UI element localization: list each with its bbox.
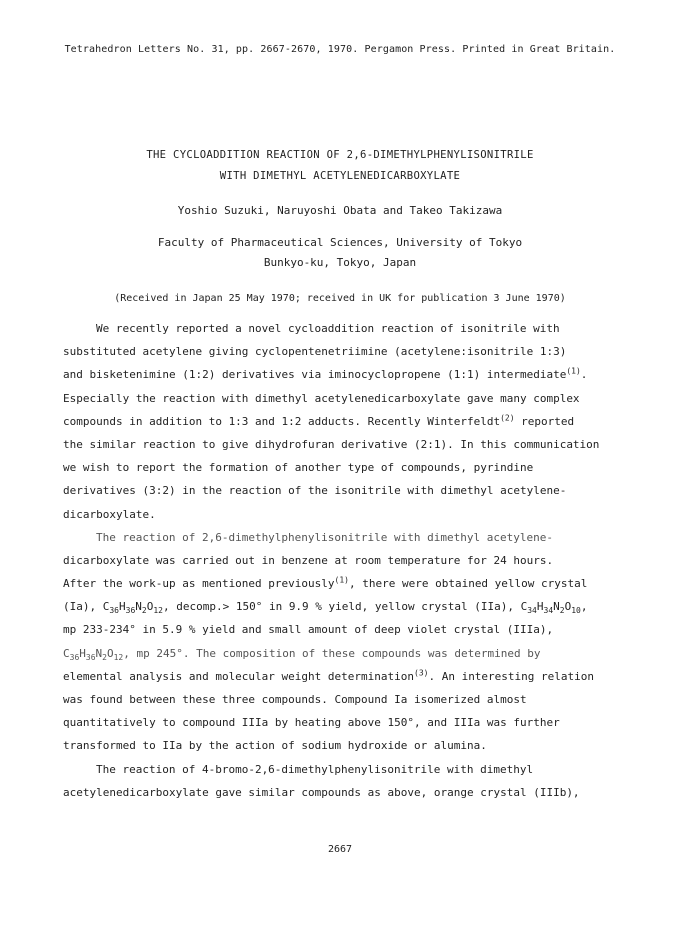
title-line-1: THE CYCLOADDITION REACTION OF 2,6-DIMETHYLPHENYLISONITRILE [146,149,534,161]
p1-line-8: derivatives (3:2) in the reaction of the isonitrile with dimethyl acetylene- [63,484,567,498]
p1-line-2: substituted acetylene giving cyclopentenetriimine (acetylene:isonitrile 1:3) [63,345,567,359]
reference-1-repeat: (1) [334,575,349,585]
reference-3: (3) [414,668,429,678]
page-number: 2667 [327,844,353,855]
reference-1: (1) [566,366,581,376]
p2-line-9: quantitatively to compound IIIa by heating above 150°, and IIIa was further [63,716,560,730]
affiliation-line-1: Faculty of Pharmaceutical Sciences, University of Tokyo [157,236,523,249]
p2-line-8: was found between these three compounds. Compound Ia isomerized almost [63,693,527,706]
title-line-2: WITH DIMETHYL ACETYLENEDICARBOXYLATE [219,170,461,182]
p2-line-3: After the work-up as mentioned previously$^{(1)}$, there were obtained yellow crystal [63,575,588,591]
journal-header: Tetrahedron Letters No. 31, pp. 2667-2670, 1970. Pergamon Press. Printed in Great Britain. [64,44,616,55]
p1-line-3: and bisketenimine (1:2) derivatives via iminocyclopropene (1:1) intermediate$^{(1)}$. [63,366,588,382]
body-text [63,317,623,804]
reference-2: (2) [500,413,515,423]
p1-line-1: We recently reported a novel cycloaddition reaction of isonitrile with [96,322,560,335]
p3-line-2: acetylenedicarboxylate gave similar compounds as above, orange crystal (IIIb), [63,785,580,799]
p2-line-6: $C_{36}H_{36}N_2O_{12}$, mp 245°. The composition of these compounds was determined by [63,646,541,662]
p2-line-1: The reaction of 2,6-dimethylphenylisonitrile with dimethyl acetylene- [96,530,553,544]
p1-line-9: dicarboxylate. [63,507,156,521]
affiliation-line-2: Bunkyo-ku, Tokyo, Japan [263,256,417,269]
p2-line-10: transformed to IIa by the action of sodium hydroxide or alumina. [63,739,487,753]
p1-line-4: Especially the reaction with dimethyl acetylenedicarboxylate gave many complex [63,391,580,405]
p2-line-5: mp 233-234° in 5.9 % yield and small amount of deep violet crystal (IIIa), [63,623,554,637]
p1-line-7: we wish to report the formation of another type of compounds, pyrindine [63,461,534,475]
p1-line-6: the similar reaction to give dihydrofuran derivative (2:1). In this communication [63,437,600,451]
p1-line-5: compounds in addition to 1:3 and 1:2 adducts. Recently Winterfeldt$^{(2)}$ reported [63,413,575,428]
p3-line-1: The reaction of 4-bromo-2,6-dimethylphenylisonitrile with dimethyl [96,762,534,776]
received-dates: (Received in Japan 25 May 1970; received in UK for publication 3 June 1970) [114,293,566,304]
p2-line-7: elemental analysis and molecular weight determination$^{(3)}$. An interesting relation [63,668,595,683]
authors: Yoshio Suzuki, Naruyoshi Obata and Takeo Takizawa [177,204,503,217]
p2-line-4: (Ia), $C_{36}H_{36}N_2O_{12}$, decomp.> 150° in 9.9 % yield, yellow crystal (IIa), $C_{34}H_{34}N_2O_{10}$, [63,600,588,616]
p2-line-2: dicarboxylate was carried out in benzene at room temperature for 24 hours. [63,553,554,567]
